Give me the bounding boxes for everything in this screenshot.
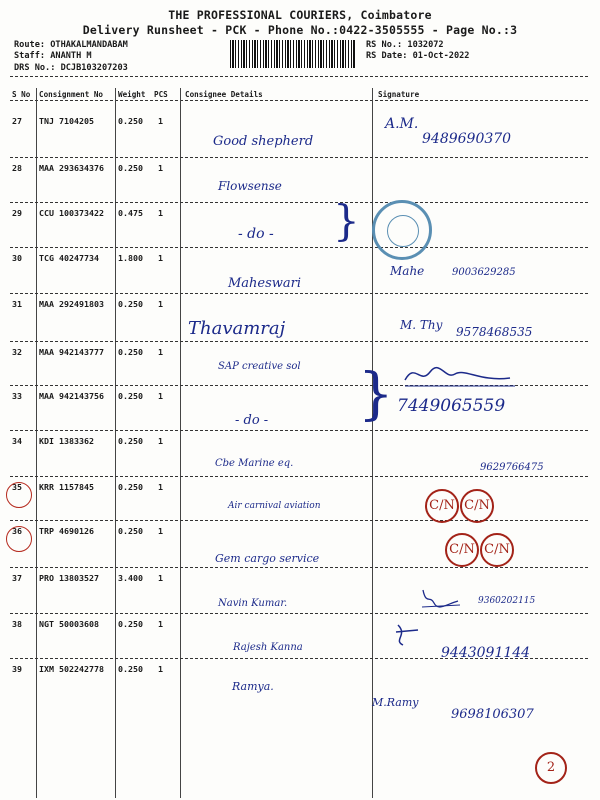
- row-separator: [10, 157, 588, 158]
- row-consignee-handwriting: Air carnival aviation: [228, 501, 321, 511]
- row-signature-phone: 9698106307: [451, 707, 534, 722]
- signature-31: M. Thy: [400, 318, 443, 332]
- row-consignment-no: TNJ 7104205: [39, 116, 94, 126]
- row-weight: 0.250: [118, 619, 143, 629]
- row-weight: 0.250: [118, 347, 143, 357]
- row-separator: [10, 476, 588, 477]
- row-separator: [10, 658, 588, 659]
- column-header-rule: [10, 100, 588, 101]
- company-title: THE PROFESSIONAL COURIERS, Coimbatore: [168, 8, 432, 22]
- row-signature-phone: 9489690370: [422, 131, 512, 147]
- row-sno: 34: [12, 436, 22, 446]
- row-pcs: 1: [158, 573, 163, 583]
- cn-mark-36b: C/N: [480, 533, 514, 567]
- row-pcs: 1: [158, 391, 163, 401]
- row-sno: 27: [12, 116, 22, 126]
- page-count-mark: 2: [535, 752, 567, 784]
- row-sno: 36: [12, 526, 22, 536]
- row-signature-phone: 9443091144: [441, 645, 531, 661]
- col-divider: [115, 88, 116, 798]
- row-pcs: 1: [158, 526, 163, 536]
- row-consignment-no: MAA 942143777: [39, 347, 104, 357]
- row-signature-phone: 9003629285: [452, 267, 516, 278]
- rs-number: RS No.: 1032072: [366, 40, 444, 50]
- cn-mark-35b: C/N: [460, 489, 494, 523]
- row-consignment-no: KDI 1383362: [39, 436, 94, 446]
- col-header-signature: Signature: [378, 90, 420, 99]
- row-pcs: 1: [158, 436, 163, 446]
- row-consignee-handwriting: Gem cargo service: [215, 552, 320, 565]
- row-sno: 28: [12, 163, 22, 173]
- brace-32-33: }: [358, 362, 394, 427]
- row-separator: [10, 613, 588, 614]
- circle-sno-36: [6, 526, 32, 552]
- row-consignment-no: MAA 292491803: [39, 299, 104, 309]
- row-weight: 0.250: [118, 664, 143, 674]
- drs-label: DRS No.: DCJB103207203: [14, 63, 128, 73]
- row-consignee-handwriting: Rajesh Kanna: [233, 642, 303, 653]
- row-pcs: 1: [158, 208, 163, 218]
- row-consignment-no: MAA 942143756: [39, 391, 104, 401]
- row-separator: [10, 520, 588, 521]
- row-signature-phone: 7449065559: [397, 396, 506, 416]
- row-consignment-no: KRR 1157845: [39, 482, 94, 492]
- row-signature-phone: 9360202115: [478, 596, 536, 606]
- row-weight: 0.250: [118, 436, 143, 446]
- row-separator: [10, 247, 588, 248]
- row-consignee-handwriting: Cbe Marine eq.: [215, 458, 294, 469]
- route-label: Route: OTHAKALMANDABAM: [14, 40, 128, 50]
- row-consignee-handwriting: Ramya.: [232, 680, 274, 693]
- row-weight: 0.250: [118, 526, 143, 536]
- staff-label: Staff: ANANTH M: [14, 51, 92, 61]
- row-sno: 31: [12, 299, 22, 309]
- signature-30: Mahe: [390, 264, 425, 278]
- row-pcs: 1: [158, 347, 163, 357]
- row-sno: 33: [12, 391, 22, 401]
- brace-28-29: }: [333, 196, 360, 245]
- row-consignee-handwriting: SAP creative sol: [218, 361, 301, 372]
- row-pcs: 1: [158, 116, 163, 126]
- circle-sno-35: [6, 482, 32, 508]
- seal-inner-ring: [387, 215, 419, 247]
- runsheet-title: Delivery Runsheet - PCK - Phone No.:0422-3505555 - Page No.:3: [82, 23, 518, 37]
- row-sno: 37: [12, 573, 22, 583]
- row-weight: 0.475: [118, 208, 143, 218]
- signature-scribble-32: [400, 360, 520, 390]
- row-weight: 0.250: [118, 116, 143, 126]
- row-separator: [10, 430, 588, 431]
- row-separator: [10, 341, 588, 342]
- barcode: [230, 40, 356, 68]
- row-consignee-handwriting: Navin Kumar.: [218, 598, 288, 609]
- row-pcs: 1: [158, 163, 163, 173]
- row-pcs: 1: [158, 299, 163, 309]
- row-weight: 3.400: [118, 573, 143, 583]
- row-sno: 39: [12, 664, 22, 674]
- cn-mark-36a: C/N: [445, 533, 479, 567]
- signature-scribble-38: [388, 620, 428, 650]
- row-separator: [10, 567, 588, 568]
- col-header-weight: Weight: [118, 90, 146, 99]
- row-consignee-handwriting: Good shepherd: [213, 134, 314, 149]
- row-separator: [10, 202, 588, 203]
- row-sno: 30: [12, 253, 22, 263]
- row-signature-phone: 9578468535: [456, 325, 533, 339]
- row-pcs: 1: [158, 619, 163, 629]
- row-weight: 0.250: [118, 391, 143, 401]
- row-consignment-no: NGT 50003608: [39, 619, 99, 629]
- row-pcs: 1: [158, 253, 163, 263]
- row-weight: 0.250: [118, 163, 143, 173]
- col-header-consignee: Consignee Details: [185, 90, 263, 99]
- col-header-sno: S No: [12, 90, 31, 99]
- col-divider: [372, 88, 373, 798]
- row-consignment-no: PRO 13803527: [39, 573, 99, 583]
- row-consignment-no: MAA 293634376: [39, 163, 104, 173]
- signature-39: M.Ramy: [372, 696, 419, 709]
- col-divider: [36, 88, 37, 798]
- rs-date: RS Date: 01-Oct-2022: [366, 51, 470, 61]
- row-sno: 38: [12, 619, 22, 629]
- row-consignment-no: TCG 40247734: [39, 253, 99, 263]
- row-consignment-no: CCU 100373422: [39, 208, 104, 218]
- row-signature-phone: 9629766475: [480, 462, 544, 473]
- col-divider: [180, 88, 181, 798]
- header-rule: [10, 76, 588, 77]
- row-sno: 32: [12, 347, 22, 357]
- row-weight: 0.250: [118, 299, 143, 309]
- row-weight: 0.250: [118, 482, 143, 492]
- cn-mark-35a: C/N: [425, 489, 459, 523]
- row-consignee-handwriting: - do -: [235, 413, 269, 428]
- office-seal-stamp: [372, 200, 432, 260]
- row-consignee-handwriting: Flowsense: [218, 179, 282, 193]
- col-header-consignment: Consignment No: [39, 90, 104, 99]
- row-pcs: 1: [158, 664, 163, 674]
- row-weight: 1.800: [118, 253, 143, 263]
- row-pcs: 1: [158, 482, 163, 492]
- row-sno: 35: [12, 482, 22, 492]
- signature-27: A.M.: [385, 116, 419, 132]
- row-consignment-no: TRP 4690126: [39, 526, 94, 536]
- row-separator: [10, 293, 588, 294]
- signature-scribble-37: [420, 585, 460, 610]
- row-consignee-handwriting: Maheswari: [228, 276, 302, 291]
- col-header-pcs: PCS: [154, 90, 168, 99]
- row-consignee-handwriting: - do -: [238, 226, 274, 242]
- row-consignee-handwriting: Thavamraj: [188, 318, 286, 339]
- row-consignment-no: IXM 502242778: [39, 664, 104, 674]
- row-sno: 29: [12, 208, 22, 218]
